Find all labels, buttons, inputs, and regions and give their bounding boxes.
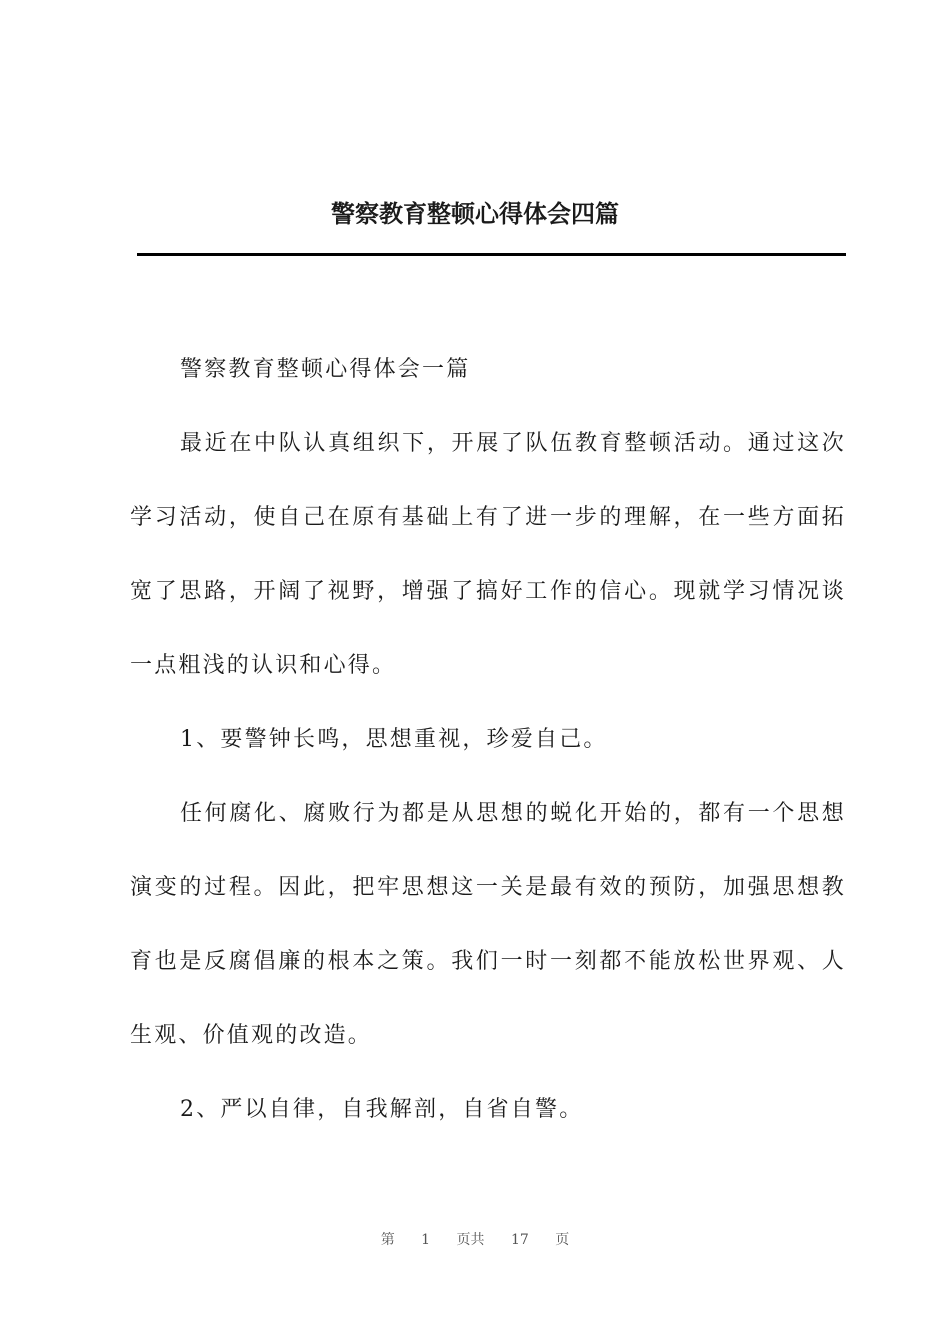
footer-middle: 页共 [456,1232,485,1248]
page-footer [0,1226,950,1254]
body-paragraph: 最近在中队认真组织下，开展了队伍教育整顿活动。通过这次学习活动，使自己在原有基础上有了进一步的理解，在一些方面拓宽了思路，开阔了视野，增强了搞好工作的信心。现就学习情况谈一点粗浅的认识和心得。 [130,431,846,678]
footer-prefix: 第 [380,1232,395,1248]
numbered-point: 2、严以自律，自我解剖，自省自警。 [180,1097,584,1122]
title-divider [137,253,846,256]
document-title: 警察教育整顿心得体会四篇 [331,199,619,228]
section-heading: 警察教育整顿心得体会一篇 [180,357,471,382]
footer-current-page: 1 [421,1232,431,1248]
footer-total-pages: 17 [511,1232,529,1248]
numbered-point: 1、要警钟长鸣，思想重视，珍爱自己。 [180,727,608,752]
document-body [130,333,846,1147]
body-paragraph: 任何腐化、腐败行为都是从思想的蜕化开始的，都有一个思想演变的过程。因此，把牢思想这一关是最有效的预防，加强思想教育也是反腐倡廉的根本之策。我们一时一刻都不能放松世界观、人生观、价值观的改造。 [130,801,846,1048]
footer-suffix: 页 [555,1232,570,1248]
